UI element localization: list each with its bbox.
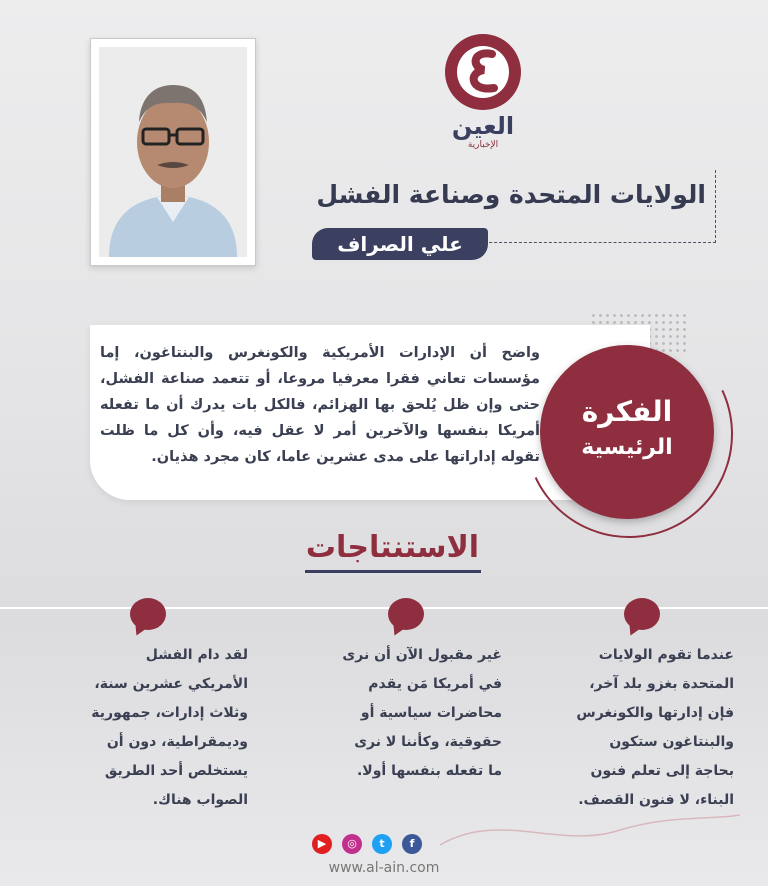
key-idea-badge <box>540 345 714 519</box>
conclusions-underline <box>305 570 481 573</box>
key-idea-label-line2: الرئيسية <box>581 435 673 460</box>
key-idea-text: واضح أن الإدارات الأمريكية والكونغرس والبنتاغون، إما مؤسسات تعاني فقرا معرفيا مروعا، أو تتعمد صناعة الفشل، حتى وإن ظل يُلحق بها الهزائم، فالكل بات يدرك أن ما تفعله أمريكا بنفسها والآخرين أمر لا عقل فيه، وأن كل ما ظلت تقوله إداراتها على مدى عشرين عاما، كان مجرد هذيان. <box>100 345 540 465</box>
conclusion-item-2: غير مقبول الآن أن نرى في أمريكا مَن يقدم محاضرات سياسية أو حقوقية، وكأننا لا نرى ما تفعله بنفسها أولا. <box>342 647 502 779</box>
conclusion-item-3: لقد دام الفشل الأمريكي عشرين سنة، وثلاث إدارات، جمهورية وديمقراطية، دون أن يستخلص أحد الطريق الصواب هناك. <box>91 647 248 808</box>
article-title: الولايات المتحدة وصناعة الفشل <box>316 180 706 209</box>
conclusions-title: الاستنتاجات <box>305 530 480 565</box>
twitter-icon[interactable]: t <box>372 834 392 854</box>
facebook-icon[interactable]: f <box>402 834 422 854</box>
youtube-icon[interactable]: ▶ <box>312 834 332 854</box>
logo-text: العين <box>451 112 515 140</box>
author-photo <box>99 47 247 257</box>
conclusion-item-1: عندما تقوم الولايات المتحدة بغزو بلد آخر، فإن إدارتها والكونغرس والبنتاغون ستكون بحاجة إلى تعلم فنون البناء، لا فنون القصف. <box>576 647 734 808</box>
author-photo-frame <box>90 38 256 266</box>
author-badge: علي الصراف <box>312 228 488 260</box>
key-idea-label-line1: الفكرة <box>581 395 673 428</box>
website-url[interactable]: www.al-ain.com <box>328 860 440 876</box>
decorative-curve <box>440 810 740 850</box>
logo-subtext: الإخبارية <box>467 140 499 150</box>
instagram-icon[interactable]: ◎ <box>342 834 362 854</box>
al-ain-logo <box>438 30 528 150</box>
